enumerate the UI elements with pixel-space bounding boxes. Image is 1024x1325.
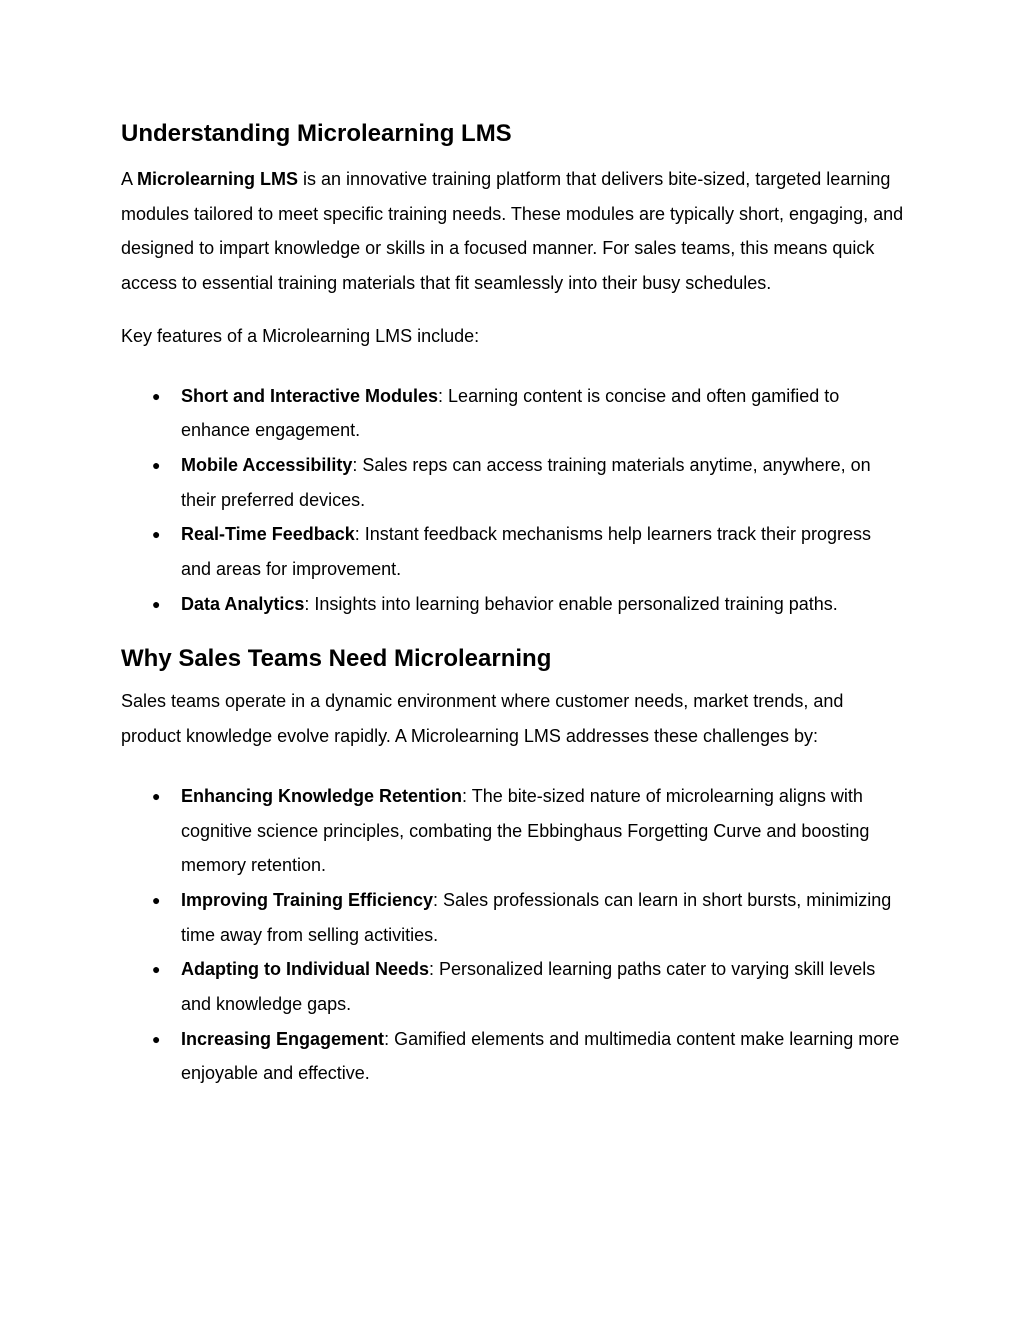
list-item-term: Real-Time Feedback bbox=[181, 524, 355, 545]
bullet-icon: ● bbox=[152, 891, 161, 908]
list-item-term: Enhancing Knowledge Retention bbox=[181, 785, 463, 806]
list-item-desc: : Personalized learning paths cater to varying skill levels and knowledge gaps. bbox=[181, 959, 876, 1015]
list-item bbox=[121, 448, 906, 517]
list-item-term: Data Analytics bbox=[181, 593, 305, 614]
list-item-desc: : Gamified elements and multimedia content make learning more enjoyable and effective. bbox=[181, 1028, 900, 1084]
bullet-icon: ● bbox=[152, 961, 161, 978]
list-item-desc: : Insights into learning behavior enable personalized training paths. bbox=[304, 593, 838, 614]
list-item-desc: : Learning content is concise and often gamified to enhance engagement. bbox=[181, 385, 840, 441]
intro-prefix: A bbox=[121, 169, 138, 189]
section-heading-why: Why Sales Teams Need Microlearning bbox=[121, 645, 552, 673]
list-item bbox=[121, 517, 906, 586]
list-item-term: Increasing Engagement bbox=[181, 1028, 385, 1049]
bullet-icon: ● bbox=[152, 1030, 161, 1047]
list-item-desc: : Sales reps can access training materials anytime, anywhere, on their preferred devices. bbox=[181, 454, 871, 510]
list-item-term: Mobile Accessibility bbox=[181, 454, 353, 475]
intro-bold-term: Microlearning LMS bbox=[137, 169, 299, 189]
list-item bbox=[121, 883, 906, 952]
bullet-icon: ● bbox=[152, 595, 161, 612]
list-item bbox=[121, 587, 906, 622]
intro-text: is an innovative training platform that delivers bite-sized, targeted learning modules tailored to meet specific training needs. These modules are typically short, engaging, and designed to impart knowledge or skills in a focused manner. For sales teams, this means quick access to essential training materials that fit seamlessly into their busy schedules. bbox=[121, 169, 904, 294]
intro-paragraph bbox=[121, 162, 906, 301]
bullet-icon: ● bbox=[152, 456, 161, 473]
list-item-desc: : The bite-sized nature of microlearning aligns with cognitive science principles, combating the Ebbinghaus Forgetting Curve and boosting memory retention. bbox=[181, 785, 870, 876]
list-item bbox=[121, 379, 906, 448]
list-item bbox=[121, 952, 906, 1021]
list-item bbox=[121, 1022, 906, 1091]
list-item-desc: : Instant feedback mechanisms help learners track their progress and areas for improvement. bbox=[181, 524, 871, 580]
benefits-list bbox=[121, 779, 906, 1091]
list-item-term: Adapting to Individual Needs bbox=[181, 959, 430, 980]
list-item-desc: : Sales professionals can learn in short bursts, minimizing time away from selling activities. bbox=[181, 889, 892, 945]
features-list bbox=[121, 379, 906, 622]
bullet-icon: ● bbox=[152, 526, 161, 543]
features-intro: Key features of a Microlearning LMS include: bbox=[121, 325, 480, 346]
list-item-term: Improving Training Efficiency bbox=[181, 889, 434, 910]
bullet-icon: ● bbox=[152, 787, 161, 804]
why-intro-paragraph: Sales teams operate in a dynamic environment where customer needs, market trends, and product knowledge evolve rapidly. A Microlearning LMS addresses these challenges by: bbox=[121, 691, 844, 747]
bullet-icon: ● bbox=[152, 387, 161, 404]
list-item-term: Short and Interactive Modules bbox=[181, 385, 439, 406]
section-heading-understanding: Understanding Microlearning LMS bbox=[121, 120, 512, 147]
list-item bbox=[121, 779, 906, 883]
